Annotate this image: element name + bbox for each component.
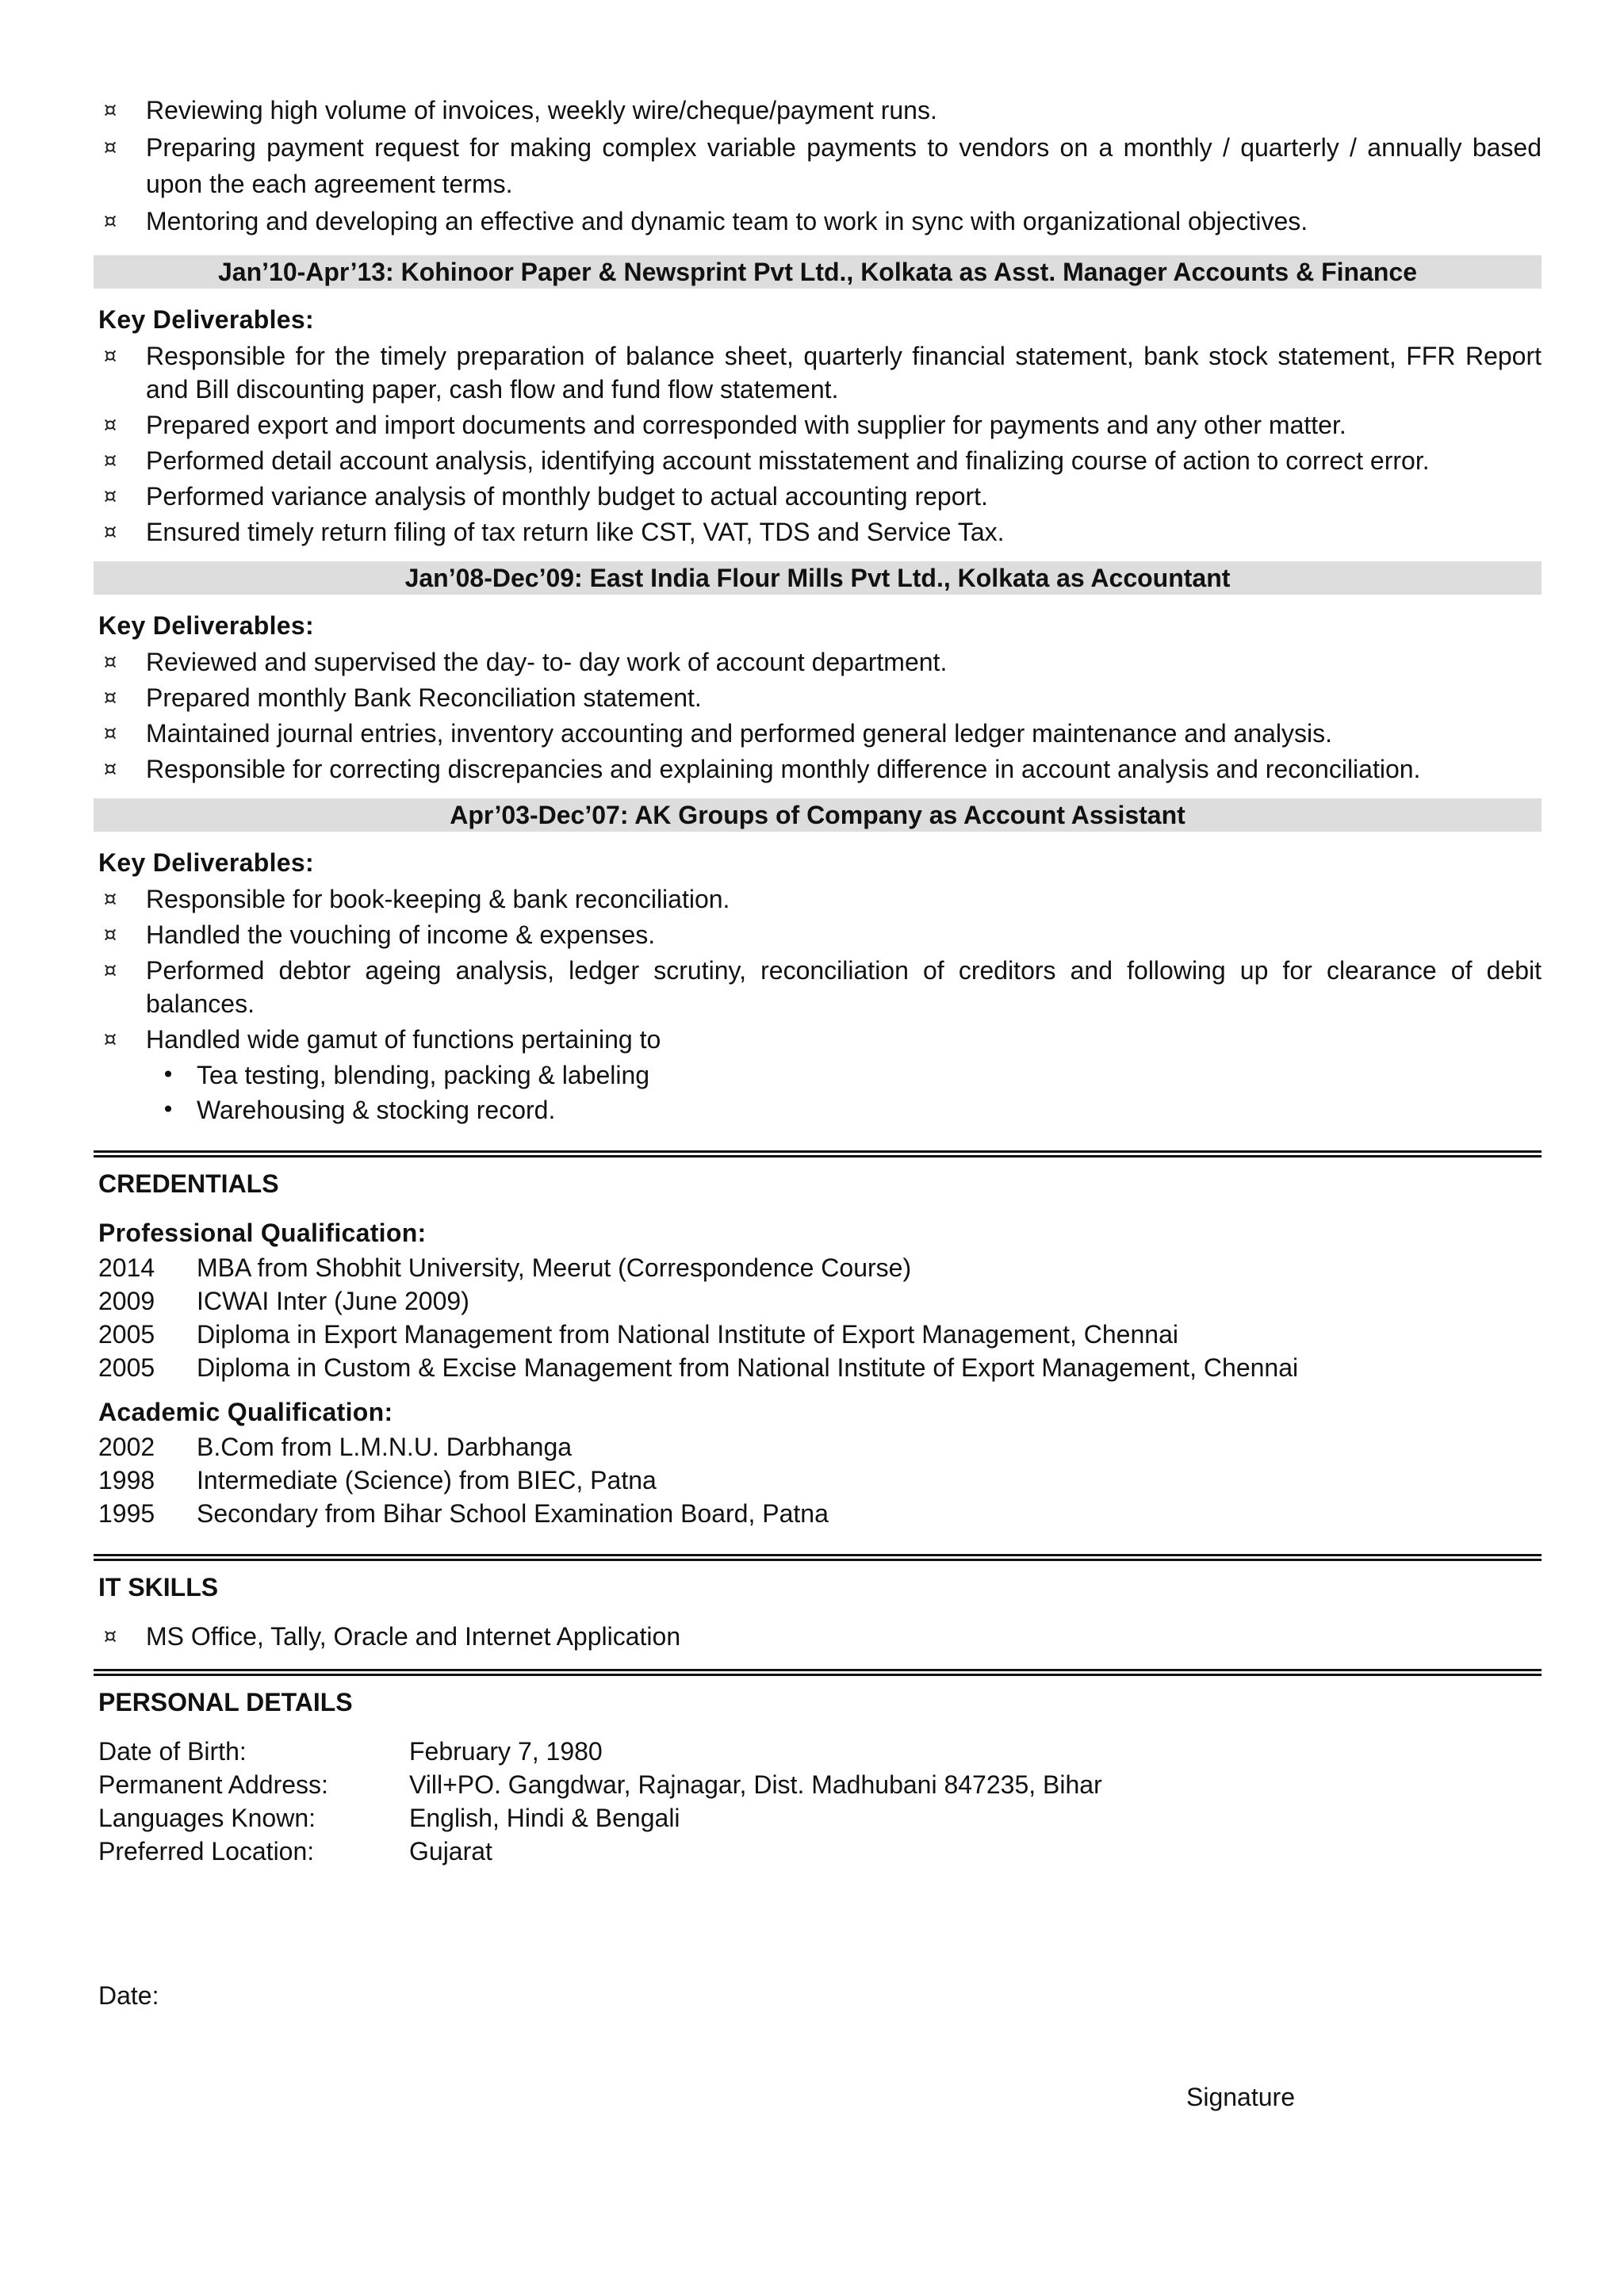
qualification-row	[98, 1284, 1542, 1318]
detail-label: Permanent Address:	[98, 1770, 328, 1799]
it-skills-heading: IT SKILLS	[98, 1573, 219, 1601]
qualification-year: 2014	[98, 1253, 155, 1282]
list-item: ¤ Prepared monthly Bank Reconciliation statement.	[94, 681, 1542, 714]
list-item: ¤ MS Office, Tally, Oracle and Internet Application	[94, 1620, 1542, 1653]
qualification-year: 2005	[98, 1320, 155, 1349]
section-divider	[94, 1554, 1542, 1561]
list-item: ¤ Handled the vouching of income & expenses.	[94, 918, 1542, 951]
bullet-icon: ¤	[103, 1624, 117, 1648]
bullet-icon: ¤	[103, 887, 117, 911]
list-item: ¤ Reviewed and supervised the day- to- day work of account department.	[94, 645, 1542, 679]
detail-value: Gujarat	[409, 1837, 492, 1866]
qualification-year: 2005	[98, 1353, 155, 1382]
list-item: ¤ Performed debtor ageing analysis, ledger scrutiny, reconciliation of creditors and following up for clearance of debit balances.	[94, 954, 1542, 1020]
dot-bullet-icon: •	[161, 1096, 175, 1123]
section-divider	[94, 1150, 1542, 1158]
qualification-text: ICWAI Inter (June 2009)	[197, 1287, 469, 1315]
qualification-text: Intermediate (Science) from BIEC, Patna	[197, 1466, 657, 1494]
personal-details-heading: PERSONAL DETAILS	[98, 1688, 353, 1716]
list-sub-item: • Tea testing, blending, packing & labeling	[94, 1058, 1542, 1092]
detail-value: February 7, 1980	[409, 1737, 603, 1766]
personal-detail-row	[98, 1735, 1542, 1768]
list-item: ¤ Performed variance analysis of monthly budget to actual accounting report.	[94, 480, 1542, 513]
bullet-icon: ¤	[103, 686, 117, 710]
signature-label: Signature	[1186, 2083, 1295, 2111]
bullet-icon: ¤	[103, 757, 117, 781]
detail-label: Languages Known:	[98, 1804, 316, 1832]
qualification-row	[98, 1251, 1542, 1284]
list-item: ¤ Performed detail account analysis, identifying account misstatement and finalizing course of action to correct error.	[94, 444, 1542, 477]
job-title-band: Jan’10-Apr’13: Kohinoor Paper & Newsprint Pvt Ltd., Kolkata as Asst. Manager Accounts & Finance	[94, 255, 1542, 289]
bullet-icon: ¤	[103, 209, 117, 233]
top-bullet-list	[94, 94, 1542, 238]
key-deliverables-heading: Key Deliverables:	[98, 305, 314, 334]
bullet-icon: ¤	[103, 1027, 117, 1051]
date-label: Date:	[98, 1981, 159, 2010]
list-item: ¤ Preparing payment request for making complex variable payments to vendors on a monthly / quarterly / annually based upon the each agreement terms.	[94, 129, 1542, 202]
qualification-text: Diploma in Export Management from National Institute of Export Management, Chennai	[197, 1320, 1178, 1349]
detail-label: Preferred Location:	[98, 1837, 315, 1866]
bullet-icon: ¤	[103, 98, 117, 122]
personal-detail-row	[98, 1768, 1542, 1801]
list-item: ¤ Mentoring and developing an effective and dynamic team to work in sync with organizational objectives.	[94, 205, 1542, 238]
job-title-band: Jan’08-Dec’09: East India Flour Mills Pvt Ltd., Kolkata as Accountant	[94, 561, 1542, 595]
bullet-icon: ¤	[103, 413, 117, 437]
credentials-heading: CREDENTIALS	[98, 1169, 279, 1198]
qualification-row	[98, 1351, 1542, 1384]
bullet-icon: ¤	[103, 344, 117, 368]
qualification-year: 1998	[98, 1466, 155, 1494]
bullet-icon: ¤	[103, 721, 117, 745]
qualification-text: MBA from Shobhit University, Meerut (Correspondence Course)	[197, 1253, 912, 1282]
list-sub-item: • Warehousing & stocking record.	[94, 1093, 1542, 1127]
list-item: ¤ Responsible for book-keeping & bank reconciliation.	[94, 882, 1542, 916]
qualification-row	[98, 1430, 1542, 1464]
bullet-icon: ¤	[103, 650, 117, 674]
section-divider	[94, 1669, 1542, 1676]
job-deliverables-list	[94, 339, 1542, 549]
qualification-row	[98, 1318, 1542, 1351]
list-item: ¤ Responsible for correcting discrepancies and explaining monthly difference in account analysis and reconciliation.	[94, 752, 1542, 786]
key-deliverables-heading: Key Deliverables:	[98, 848, 314, 877]
qualification-year: 2009	[98, 1287, 155, 1315]
professional-qualification-heading: Professional Qualification:	[98, 1219, 427, 1247]
it-skills-list	[94, 1620, 1542, 1653]
list-item: ¤ Responsible for the timely preparation of balance sheet, quarterly financial statement, bank stock statement, FFR Report and Bill discounting paper, cash flow and fund flow statement.	[94, 339, 1542, 406]
bullet-icon: ¤	[103, 449, 117, 473]
personal-detail-row	[98, 1835, 1542, 1868]
bullet-icon: ¤	[103, 520, 117, 544]
personal-detail-row	[98, 1801, 1542, 1835]
bullet-icon: ¤	[103, 484, 117, 508]
detail-value: Vill+PO. Gangdwar, Rajnagar, Dist. Madhubani 847235, Bihar	[409, 1770, 1102, 1799]
qualification-row	[98, 1497, 1542, 1530]
qualification-text: Diploma in Custom & Excise Management from National Institute of Export Management, Chennai	[197, 1353, 1299, 1382]
qualification-year: 2002	[98, 1433, 155, 1461]
resume-page	[94, 94, 1542, 2012]
academic-qualification-heading: Academic Qualification:	[98, 1398, 393, 1426]
list-item: ¤ Prepared export and import documents and corresponded with supplier for payments and any other matter.	[94, 408, 1542, 442]
qualification-year: 1995	[98, 1499, 155, 1528]
list-item: ¤ Ensured timely return filing of tax return like CST, VAT, TDS and Service Tax.	[94, 515, 1542, 549]
job-deliverables-list	[94, 882, 1542, 1127]
bullet-icon: ¤	[103, 136, 117, 159]
bullet-icon: ¤	[103, 923, 117, 947]
dot-bullet-icon: •	[161, 1062, 175, 1088]
qualification-row	[98, 1464, 1542, 1497]
detail-label: Date of Birth:	[98, 1737, 247, 1766]
qualification-text: B.Com from L.M.N.U. Darbhanga	[197, 1433, 573, 1461]
list-item: ¤ Maintained journal entries, inventory accounting and performed general ledger maintenance and analysis.	[94, 717, 1542, 750]
qualification-text: Secondary from Bihar School Examination Board, Patna	[197, 1499, 829, 1528]
bullet-icon: ¤	[103, 959, 117, 982]
job-deliverables-list	[94, 645, 1542, 786]
detail-value: English, Hindi & Bengali	[409, 1804, 680, 1832]
list-item: ¤ Reviewing high volume of invoices, weekly wire/cheque/payment runs.	[94, 94, 1542, 127]
list-item: ¤ Handled wide gamut of functions pertaining to	[94, 1023, 1542, 1056]
job-title-band: Apr’03-Dec’07: AK Groups of Company as Account Assistant	[94, 798, 1542, 832]
key-deliverables-heading: Key Deliverables:	[98, 611, 314, 640]
